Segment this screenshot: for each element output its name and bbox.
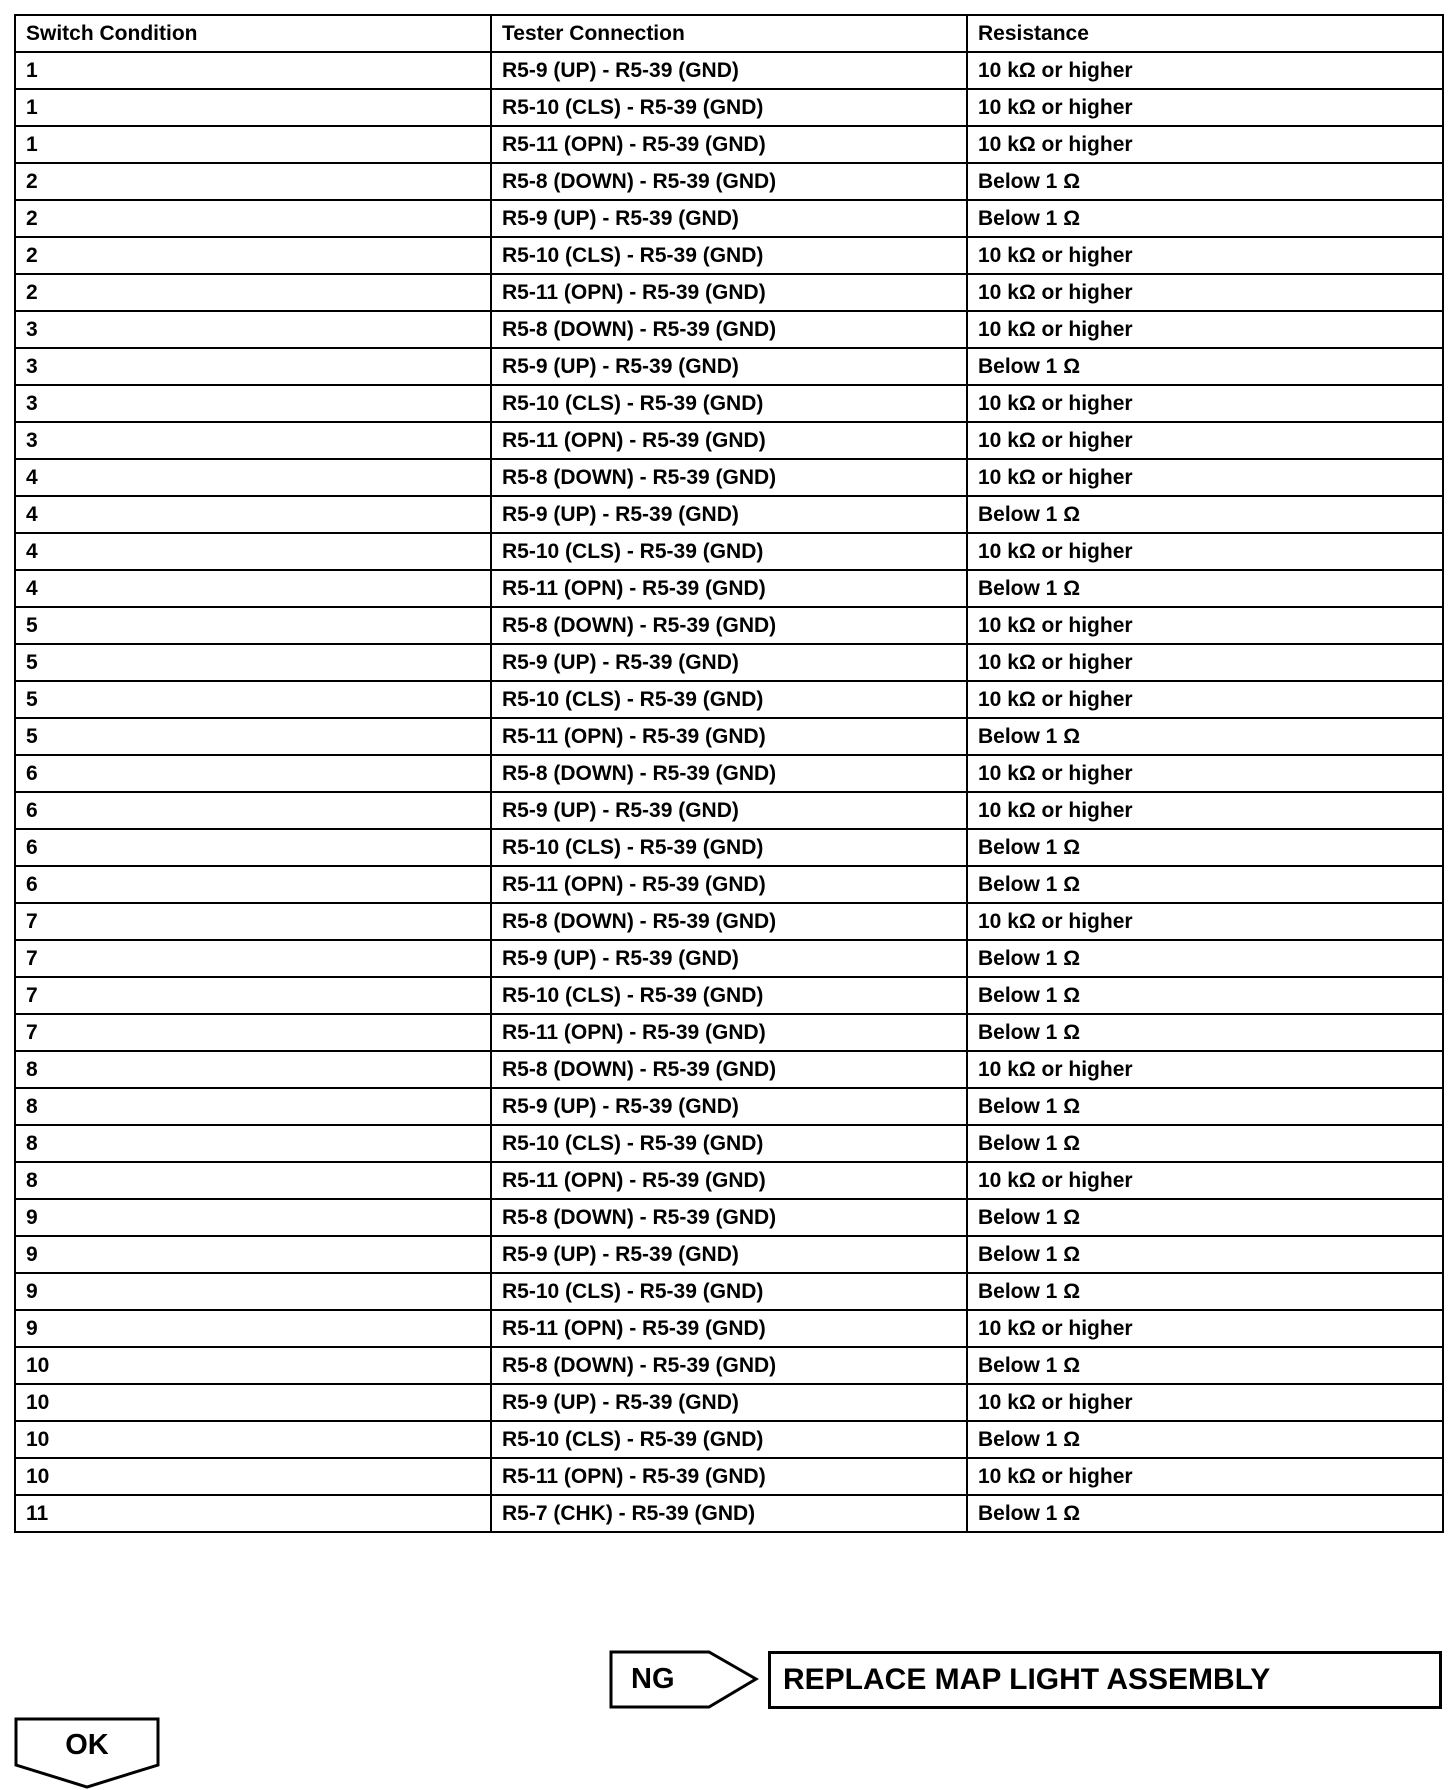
table-row [15, 1236, 1443, 1273]
cell-resistance: 10 kΩ or higher [967, 533, 1443, 570]
cell-resistance: 10 kΩ or higher [967, 644, 1443, 681]
resistance-spec-table [14, 14, 1444, 1533]
cell-tester-connection: R5-8 (DOWN) - R5-39 (GND) [491, 311, 967, 348]
cell-switch-condition: 10 [15, 1421, 491, 1458]
table-row [15, 829, 1443, 866]
cell-tester-connection: R5-11 (OPN) - R5-39 (GND) [491, 570, 967, 607]
cell-tester-connection: R5-8 (DOWN) - R5-39 (GND) [491, 1051, 967, 1088]
cell-switch-condition: 8 [15, 1051, 491, 1088]
cell-tester-connection: R5-10 (CLS) - R5-39 (GND) [491, 385, 967, 422]
cell-switch-condition: 5 [15, 607, 491, 644]
cell-switch-condition: 3 [15, 422, 491, 459]
cell-switch-condition: 9 [15, 1273, 491, 1310]
cell-tester-connection: R5-8 (DOWN) - R5-39 (GND) [491, 755, 967, 792]
cell-tester-connection: R5-9 (UP) - R5-39 (GND) [491, 792, 967, 829]
cell-resistance: 10 kΩ or higher [967, 422, 1443, 459]
cell-switch-condition: 2 [15, 237, 491, 274]
cell-resistance: 10 kΩ or higher [967, 274, 1443, 311]
cell-tester-connection: R5-11 (OPN) - R5-39 (GND) [491, 1162, 967, 1199]
table-row [15, 496, 1443, 533]
cell-tester-connection: R5-10 (CLS) - R5-39 (GND) [491, 977, 967, 1014]
header-switch-condition: Switch Condition [15, 15, 491, 52]
cell-switch-condition: 4 [15, 496, 491, 533]
cell-switch-condition: 5 [15, 681, 491, 718]
cell-tester-connection: R5-9 (UP) - R5-39 (GND) [491, 348, 967, 385]
cell-resistance: 10 kΩ or higher [967, 126, 1443, 163]
cell-switch-condition: 2 [15, 274, 491, 311]
cell-resistance: Below 1 Ω [967, 496, 1443, 533]
cell-switch-condition: 6 [15, 755, 491, 792]
table-row [15, 1162, 1443, 1199]
cell-switch-condition: 1 [15, 126, 491, 163]
table-row [15, 533, 1443, 570]
table-row [15, 866, 1443, 903]
cell-resistance: 10 kΩ or higher [967, 52, 1443, 89]
cell-tester-connection: R5-8 (DOWN) - R5-39 (GND) [491, 163, 967, 200]
cell-switch-condition: 3 [15, 311, 491, 348]
table-row [15, 1347, 1443, 1384]
cell-resistance: 10 kΩ or higher [967, 459, 1443, 496]
cell-switch-condition: 9 [15, 1236, 491, 1273]
cell-tester-connection: R5-10 (CLS) - R5-39 (GND) [491, 681, 967, 718]
table-row [15, 274, 1443, 311]
table-row [15, 607, 1443, 644]
cell-tester-connection: R5-11 (OPN) - R5-39 (GND) [491, 126, 967, 163]
cell-resistance: Below 1 Ω [967, 977, 1443, 1014]
table-row [15, 1310, 1443, 1347]
cell-resistance: 10 kΩ or higher [967, 385, 1443, 422]
cell-switch-condition: 6 [15, 829, 491, 866]
cell-switch-condition: 4 [15, 459, 491, 496]
cell-resistance: Below 1 Ω [967, 570, 1443, 607]
cell-switch-condition: 5 [15, 718, 491, 755]
cell-resistance: 10 kΩ or higher [967, 1051, 1443, 1088]
table-row [15, 385, 1443, 422]
cell-switch-condition: 1 [15, 52, 491, 89]
table-row [15, 1125, 1443, 1162]
cell-tester-connection: R5-9 (UP) - R5-39 (GND) [491, 496, 967, 533]
cell-tester-connection: R5-9 (UP) - R5-39 (GND) [491, 200, 967, 237]
cell-tester-connection: R5-9 (UP) - R5-39 (GND) [491, 1384, 967, 1421]
cell-switch-condition: 8 [15, 1125, 491, 1162]
ok-arrow-box [14, 1717, 160, 1789]
table-row [15, 126, 1443, 163]
table-row [15, 237, 1443, 274]
table-row [15, 1458, 1443, 1495]
table-row [15, 644, 1443, 681]
cell-switch-condition: 4 [15, 570, 491, 607]
table-row [15, 1088, 1443, 1125]
cell-switch-condition: 10 [15, 1347, 491, 1384]
cell-resistance: 10 kΩ or higher [967, 1310, 1443, 1347]
cell-switch-condition: 10 [15, 1384, 491, 1421]
cell-resistance: Below 1 Ω [967, 1125, 1443, 1162]
cell-tester-connection: R5-9 (UP) - R5-39 (GND) [491, 644, 967, 681]
cell-tester-connection: R5-9 (UP) - R5-39 (GND) [491, 940, 967, 977]
cell-resistance: Below 1 Ω [967, 200, 1443, 237]
cell-switch-condition: 9 [15, 1310, 491, 1347]
table-row [15, 311, 1443, 348]
table-row [15, 718, 1443, 755]
cell-switch-condition: 11 [15, 1495, 491, 1532]
cell-resistance: 10 kΩ or higher [967, 903, 1443, 940]
ng-label: NG [631, 1663, 675, 1695]
cell-resistance: Below 1 Ω [967, 1421, 1443, 1458]
cell-tester-connection: R5-9 (UP) - R5-39 (GND) [491, 1088, 967, 1125]
cell-switch-condition: 3 [15, 348, 491, 385]
cell-tester-connection: R5-11 (OPN) - R5-39 (GND) [491, 1014, 967, 1051]
cell-tester-connection: R5-11 (OPN) - R5-39 (GND) [491, 422, 967, 459]
cell-resistance: Below 1 Ω [967, 829, 1443, 866]
ng-arrow-box [609, 1650, 757, 1708]
table-header-row [15, 15, 1443, 52]
cell-switch-condition: 6 [15, 866, 491, 903]
table-row [15, 163, 1443, 200]
cell-tester-connection: R5-9 (UP) - R5-39 (GND) [491, 52, 967, 89]
cell-resistance: Below 1 Ω [967, 1014, 1443, 1051]
cell-tester-connection: R5-10 (CLS) - R5-39 (GND) [491, 533, 967, 570]
cell-switch-condition: 10 [15, 1458, 491, 1495]
table-row [15, 1014, 1443, 1051]
cell-resistance: 10 kΩ or higher [967, 1458, 1443, 1495]
cell-resistance: 10 kΩ or higher [967, 755, 1443, 792]
table-row [15, 570, 1443, 607]
cell-tester-connection: R5-9 (UP) - R5-39 (GND) [491, 1236, 967, 1273]
table-row [15, 681, 1443, 718]
table-row [15, 1384, 1443, 1421]
table-row [15, 1495, 1443, 1532]
table-row [15, 977, 1443, 1014]
cell-tester-connection: R5-10 (CLS) - R5-39 (GND) [491, 89, 967, 126]
table-row [15, 940, 1443, 977]
table-row [15, 903, 1443, 940]
table-row [15, 755, 1443, 792]
cell-resistance: 10 kΩ or higher [967, 89, 1443, 126]
cell-tester-connection: R5-10 (CLS) - R5-39 (GND) [491, 237, 967, 274]
cell-switch-condition: 7 [15, 1014, 491, 1051]
cell-resistance: 10 kΩ or higher [967, 1162, 1443, 1199]
cell-tester-connection: R5-8 (DOWN) - R5-39 (GND) [491, 607, 967, 644]
cell-resistance: 10 kΩ or higher [967, 607, 1443, 644]
cell-tester-connection: R5-8 (DOWN) - R5-39 (GND) [491, 1199, 967, 1236]
cell-resistance: Below 1 Ω [967, 940, 1443, 977]
table-body [15, 52, 1443, 1532]
cell-resistance: Below 1 Ω [967, 718, 1443, 755]
cell-switch-condition: 2 [15, 200, 491, 237]
cell-tester-connection: R5-10 (CLS) - R5-39 (GND) [491, 1421, 967, 1458]
table-row [15, 459, 1443, 496]
cell-tester-connection: R5-11 (OPN) - R5-39 (GND) [491, 274, 967, 311]
cell-switch-condition: 7 [15, 940, 491, 977]
table-row [15, 422, 1443, 459]
cell-resistance: Below 1 Ω [967, 163, 1443, 200]
header-resistance: Resistance [967, 15, 1443, 52]
cell-resistance: 10 kΩ or higher [967, 792, 1443, 829]
ok-label: OK [65, 1729, 109, 1761]
cell-resistance: 10 kΩ or higher [967, 681, 1443, 718]
cell-resistance: Below 1 Ω [967, 1199, 1443, 1236]
cell-tester-connection: R5-10 (CLS) - R5-39 (GND) [491, 1125, 967, 1162]
cell-switch-condition: 8 [15, 1162, 491, 1199]
cell-switch-condition: 4 [15, 533, 491, 570]
cell-switch-condition: 8 [15, 1088, 491, 1125]
cell-resistance: 10 kΩ or higher [967, 237, 1443, 274]
cell-tester-connection: R5-8 (DOWN) - R5-39 (GND) [491, 903, 967, 940]
cell-resistance: Below 1 Ω [967, 1347, 1443, 1384]
cell-switch-condition: 5 [15, 644, 491, 681]
ng-action-box: REPLACE MAP LIGHT ASSEMBLY [768, 1651, 1442, 1709]
table-row [15, 1421, 1443, 1458]
cell-tester-connection: R5-11 (OPN) - R5-39 (GND) [491, 718, 967, 755]
cell-resistance: 10 kΩ or higher [967, 1384, 1443, 1421]
cell-switch-condition: 9 [15, 1199, 491, 1236]
header-tester-connection: Tester Connection [491, 15, 967, 52]
cell-switch-condition: 1 [15, 89, 491, 126]
table-row [15, 1273, 1443, 1310]
table-row [15, 200, 1443, 237]
table-row [15, 348, 1443, 385]
cell-tester-connection: R5-11 (OPN) - R5-39 (GND) [491, 1310, 967, 1347]
table-row [15, 52, 1443, 89]
table-row [15, 1051, 1443, 1088]
cell-switch-condition: 7 [15, 903, 491, 940]
table-row [15, 1199, 1443, 1236]
cell-resistance: Below 1 Ω [967, 1273, 1443, 1310]
cell-tester-connection: R5-11 (OPN) - R5-39 (GND) [491, 866, 967, 903]
cell-resistance: Below 1 Ω [967, 1495, 1443, 1532]
cell-tester-connection: R5-7 (CHK) - R5-39 (GND) [491, 1495, 967, 1532]
cell-tester-connection: R5-10 (CLS) - R5-39 (GND) [491, 829, 967, 866]
cell-switch-condition: 7 [15, 977, 491, 1014]
cell-resistance: Below 1 Ω [967, 348, 1443, 385]
table-row [15, 792, 1443, 829]
cell-resistance: Below 1 Ω [967, 866, 1443, 903]
cell-resistance: Below 1 Ω [967, 1088, 1443, 1125]
table-row [15, 89, 1443, 126]
cell-resistance: 10 kΩ or higher [967, 311, 1443, 348]
cell-tester-connection: R5-8 (DOWN) - R5-39 (GND) [491, 1347, 967, 1384]
cell-switch-condition: 2 [15, 163, 491, 200]
cell-tester-connection: R5-8 (DOWN) - R5-39 (GND) [491, 459, 967, 496]
cell-resistance: Below 1 Ω [967, 1236, 1443, 1273]
cell-tester-connection: R5-11 (OPN) - R5-39 (GND) [491, 1458, 967, 1495]
cell-switch-condition: 3 [15, 385, 491, 422]
cell-switch-condition: 6 [15, 792, 491, 829]
cell-tester-connection: R5-10 (CLS) - R5-39 (GND) [491, 1273, 967, 1310]
